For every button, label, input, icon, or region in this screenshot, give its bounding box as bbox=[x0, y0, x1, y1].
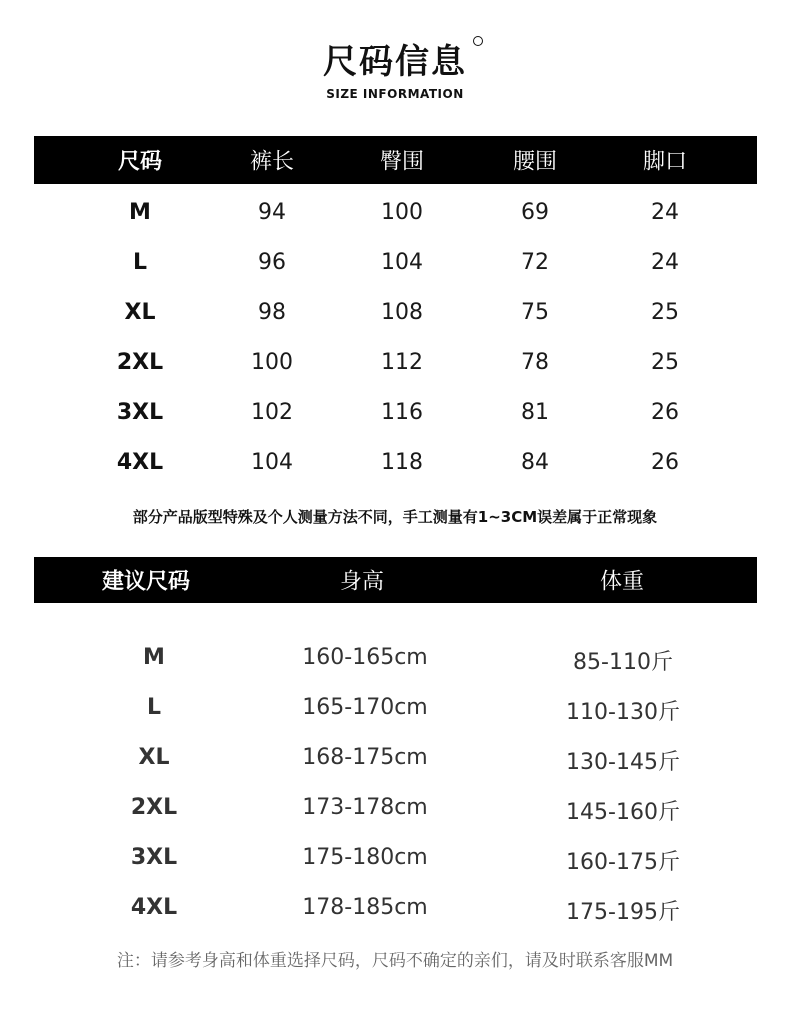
table-row bbox=[0, 392, 790, 432]
cell-size: XL bbox=[124, 300, 156, 325]
cell-size: 3XL bbox=[130, 845, 178, 870]
table-row bbox=[0, 787, 790, 827]
cell-weight: 145-160斤 bbox=[566, 800, 680, 825]
measurement-note: 部分产品版型特殊及个人测量方法不同，手工测量有1~3CM误差属于正常现象 bbox=[132, 508, 658, 526]
cell-size: 2XL bbox=[130, 795, 178, 820]
cell-height: 168-175cm bbox=[302, 745, 428, 770]
cell-length: 98 bbox=[258, 300, 286, 325]
cell-weight: 130-145斤 bbox=[566, 750, 680, 775]
cell-hip: 118 bbox=[381, 450, 423, 475]
header-hem: 脚口 bbox=[642, 149, 688, 175]
table-row bbox=[0, 687, 790, 727]
cell-waist: 69 bbox=[521, 200, 549, 225]
table-row bbox=[0, 192, 790, 232]
table-row bbox=[0, 242, 790, 282]
cell-size: 3XL bbox=[116, 400, 164, 425]
cell-height: 178-185cm bbox=[302, 895, 428, 920]
cell-hem: 26 bbox=[651, 400, 679, 425]
cell-length: 100 bbox=[251, 350, 293, 375]
cell-size: L bbox=[146, 695, 162, 720]
cell-hip: 100 bbox=[381, 200, 423, 225]
page-title-text: 尺码信息 bbox=[323, 42, 467, 82]
cell-waist: 72 bbox=[521, 250, 549, 275]
cell-waist: 84 bbox=[521, 450, 549, 475]
cell-height: 173-178cm bbox=[302, 795, 428, 820]
header-recommended-size: 建议尺码 bbox=[101, 569, 191, 595]
table-row bbox=[0, 887, 790, 927]
cell-height: 175-180cm bbox=[302, 845, 428, 870]
cell-length: 96 bbox=[258, 250, 286, 275]
contact-note: 注：请参考身高和体重选择尺码，尺码不确定的亲们，请及时联系客服MM bbox=[116, 951, 674, 971]
cell-size: 4XL bbox=[116, 450, 164, 475]
cell-hem: 26 bbox=[651, 450, 679, 475]
cell-size: 4XL bbox=[130, 895, 178, 920]
cell-length: 102 bbox=[251, 400, 293, 425]
cell-hip: 116 bbox=[381, 400, 423, 425]
cell-hem: 25 bbox=[651, 300, 679, 325]
table-row bbox=[0, 342, 790, 382]
cell-weight: 110-130斤 bbox=[566, 700, 680, 725]
cell-size: 2XL bbox=[116, 350, 164, 375]
cell-size: M bbox=[143, 645, 165, 670]
cell-waist: 75 bbox=[521, 300, 549, 325]
recommend-table-header bbox=[34, 557, 757, 603]
table-row bbox=[0, 637, 790, 677]
cell-length: 94 bbox=[258, 200, 286, 225]
cell-weight: 85-110斤 bbox=[573, 650, 673, 675]
header-length: 裤长 bbox=[249, 149, 295, 175]
title-circle-decoration bbox=[473, 36, 483, 46]
header-size: 尺码 bbox=[117, 149, 163, 175]
header-hip: 臀围 bbox=[379, 149, 425, 175]
page-subtitle: SIZE INFORMATION bbox=[326, 87, 464, 101]
header-weight: 体重 bbox=[599, 569, 645, 595]
title-block bbox=[0, 40, 790, 102]
cell-size: L bbox=[132, 250, 148, 275]
cell-hip: 112 bbox=[381, 350, 423, 375]
page-title bbox=[323, 40, 467, 84]
cell-height: 160-165cm bbox=[302, 645, 428, 670]
cell-hem: 24 bbox=[651, 200, 679, 225]
cell-height: 165-170cm bbox=[302, 695, 428, 720]
size-table-header bbox=[34, 136, 757, 184]
table-row bbox=[0, 292, 790, 332]
header-height: 身高 bbox=[339, 569, 385, 595]
cell-length: 104 bbox=[251, 450, 293, 475]
cell-waist: 78 bbox=[521, 350, 549, 375]
cell-hem: 25 bbox=[651, 350, 679, 375]
table-row bbox=[0, 837, 790, 877]
cell-hem: 24 bbox=[651, 250, 679, 275]
table-row bbox=[0, 442, 790, 482]
header-waist: 腰围 bbox=[512, 149, 558, 175]
cell-waist: 81 bbox=[521, 400, 549, 425]
table-row bbox=[0, 737, 790, 777]
cell-hip: 108 bbox=[381, 300, 423, 325]
cell-hip: 104 bbox=[381, 250, 423, 275]
cell-size: XL bbox=[138, 745, 170, 770]
cell-size: M bbox=[129, 200, 151, 225]
cell-weight: 175-195斤 bbox=[566, 900, 680, 925]
cell-weight: 160-175斤 bbox=[566, 850, 680, 875]
